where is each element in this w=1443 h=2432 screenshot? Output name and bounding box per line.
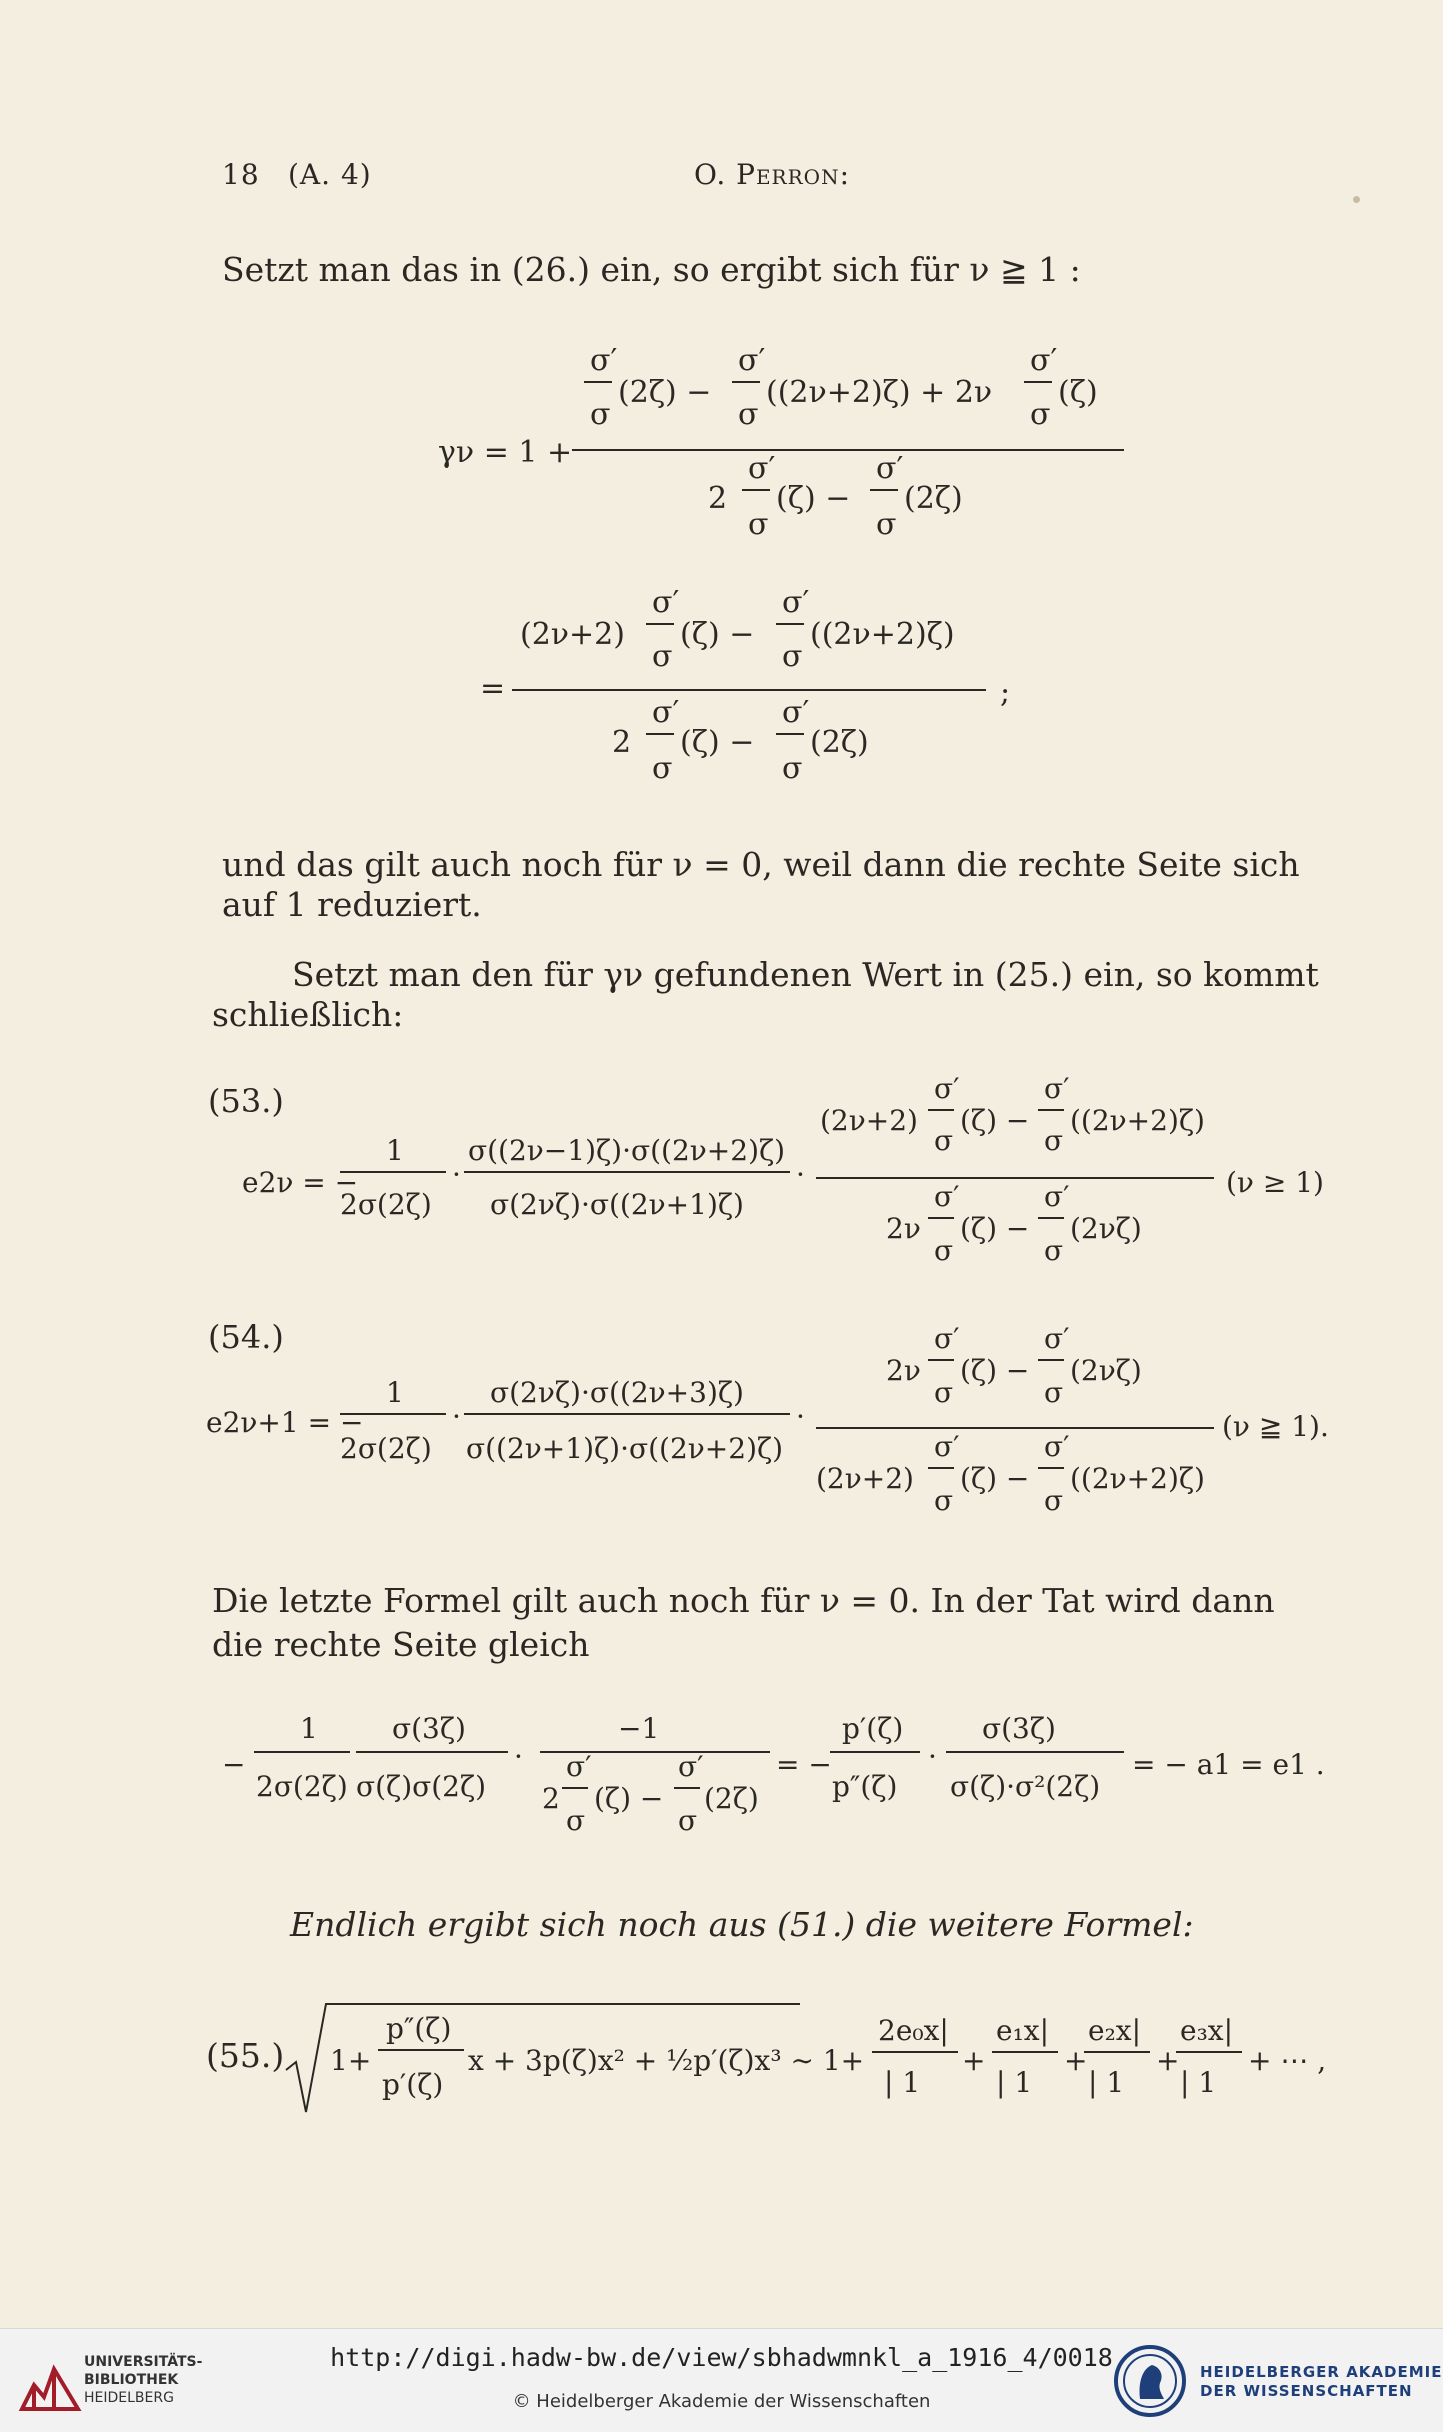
svg-text:σ: σ	[738, 397, 759, 432]
svg-text:σ′: σ′	[566, 1750, 592, 1783]
digital-url[interactable]: http://digi.hadw-bw.de/view/sbhadwmnkl_a_1916_4/0018	[330, 2343, 1113, 2372]
svg-text:1: 1	[386, 1134, 404, 1167]
svg-text:σ(3ζ): σ(3ζ)	[392, 1712, 466, 1745]
svg-text:σ′: σ′	[876, 451, 904, 486]
academy-name: HEIDELBERGER AKADEMIE DER WISSENSCHAFTEN	[1200, 2363, 1443, 2400]
svg-text:2: 2	[708, 481, 728, 516]
svg-text:(2νζ): (2νζ)	[1070, 1354, 1142, 1387]
svg-text:σ′: σ′	[934, 1322, 960, 1355]
svg-text:((2ν+2)ζ) + 2ν: ((2ν+2)ζ) + 2ν	[766, 375, 993, 410]
svg-text:p′(ζ): p′(ζ)	[382, 2068, 444, 2101]
copyright-line: © Heidelberger Akademie der Wissenschaften	[512, 2391, 931, 2412]
paragraph-4: Endlich ergibt sich noch aus (51.) die weitere Formel:	[290, 1905, 1194, 1944]
svg-text:(ζ) −: (ζ) −	[960, 1462, 1030, 1495]
svg-text:((2ν+2)ζ): ((2ν+2)ζ)	[1070, 1462, 1205, 1495]
digitization-footer	[0, 2328, 1443, 2432]
svg-text:(2ν+2): (2ν+2)	[816, 1462, 914, 1495]
svg-text:σ(ζ)·σ²(2ζ): σ(ζ)·σ²(2ζ)	[950, 1770, 1101, 1803]
svg-text:σ: σ	[1044, 1234, 1064, 1267]
svg-text:σ: σ	[782, 639, 803, 674]
svg-text:1: 1	[386, 1376, 404, 1409]
equation-54-label: (54.)	[208, 1318, 284, 1356]
svg-text:σ′: σ′	[782, 695, 810, 730]
e2v1-lhs: e2ν+1 = −	[206, 1406, 364, 1439]
svg-text:σ: σ	[782, 751, 803, 786]
svg-text:(ζ): (ζ)	[1058, 375, 1098, 410]
paragraph-1-line-2: auf 1 reduziert.	[222, 885, 482, 924]
svg-text:σ′: σ′	[590, 343, 618, 378]
svg-text:σ′: σ′	[678, 1750, 704, 1783]
svg-text:= −: = −	[776, 1748, 832, 1781]
svg-text:−1: −1	[618, 1712, 660, 1745]
svg-text:(ζ) −: (ζ) −	[960, 1212, 1030, 1245]
svg-text:σ: σ	[876, 507, 897, 542]
svg-text:σ: σ	[1044, 1376, 1064, 1409]
svg-text:σ′: σ′	[934, 1180, 960, 1213]
svg-text:2e₀x|: 2e₀x|	[878, 2014, 949, 2047]
svg-text:σ(2νζ)·σ((2ν+1)ζ): σ(2νζ)·σ((2ν+1)ζ)	[490, 1188, 744, 1221]
svg-text:+: +	[962, 2044, 986, 2077]
svg-text:σ′: σ′	[934, 1072, 960, 1105]
svg-text:p″(ζ): p″(ζ)	[386, 2012, 452, 2045]
svg-text:σ: σ	[1044, 1124, 1064, 1157]
svg-text:σ′: σ′	[1044, 1322, 1070, 1355]
svg-text:σ′: σ′	[782, 585, 810, 620]
svg-text:(ζ) −: (ζ) −	[776, 481, 851, 516]
svg-text:(2ν+2): (2ν+2)	[820, 1104, 918, 1137]
academy-seal-icon	[1112, 2343, 1188, 2419]
svg-text:σ′: σ′	[652, 585, 680, 620]
svg-text:σ: σ	[1030, 397, 1051, 432]
university-library-name: UNIVERSITÄTS- BIBLIOTHEK HEIDELBERG	[84, 2354, 203, 2406]
svg-text:(ζ) −: (ζ) −	[960, 1354, 1030, 1387]
e2v-lhs: e2ν = −	[242, 1166, 359, 1199]
svg-text:2: 2	[542, 1782, 560, 1815]
svg-text:σ((2ν−1)ζ)·σ((2ν+2)ζ): σ((2ν−1)ζ)·σ((2ν+2)ζ)	[468, 1134, 786, 1167]
svg-text:·: ·	[452, 1158, 461, 1191]
intro-paragraph: Setzt man das in (26.) ein, so ergibt sich für ν ≧ 1 :	[222, 250, 1081, 289]
svg-text:;: ;	[1000, 675, 1011, 710]
result-a1-e1: = − a1 = e1 .	[1132, 1748, 1325, 1781]
svg-text:σ: σ	[678, 1804, 698, 1837]
condition-53: (ν ≥ 1)	[1226, 1166, 1324, 1199]
svg-text:2: 2	[612, 725, 632, 760]
svg-text:σ′: σ′	[652, 695, 680, 730]
section-label: (A. 4)	[288, 158, 372, 191]
svg-text:(2ζ): (2ζ)	[704, 1782, 759, 1815]
svg-text:·: ·	[928, 1740, 937, 1773]
svg-text:2ν: 2ν	[886, 1354, 921, 1387]
svg-text:2σ(2ζ): 2σ(2ζ)	[340, 1188, 432, 1221]
svg-text:·: ·	[796, 1158, 805, 1191]
svg-text:p″(ζ): p″(ζ)	[832, 1770, 898, 1803]
paragraph-2-line-2: schließlich:	[212, 995, 404, 1034]
svg-text:x + 3p(ζ)x² + ½p′(ζ)x³ ∼ 1+: x + 3p(ζ)x² + ½p′(ζ)x³ ∼ 1+	[468, 2044, 865, 2077]
svg-text:(ζ) −: (ζ) −	[594, 1782, 664, 1815]
running-head-author: O. Perron:	[694, 158, 851, 191]
paragraph-3-line-2: die rechte Seite gleich	[212, 1625, 590, 1664]
svg-text:σ: σ	[934, 1484, 954, 1517]
svg-text:σ′: σ′	[934, 1430, 960, 1463]
paragraph-2-line-1: Setzt man den für γν gefundenen Wert in (25.) ein, so kommt	[292, 955, 1319, 994]
svg-text:σ(3ζ): σ(3ζ)	[982, 1712, 1056, 1745]
svg-text:2σ(2ζ): 2σ(2ζ)	[256, 1770, 348, 1803]
svg-text:+: +	[1064, 2044, 1088, 2077]
svg-text:e₂x|: e₂x|	[1088, 2014, 1142, 2047]
svg-text:·: ·	[514, 1740, 523, 1773]
svg-text:(ζ) −: (ζ) −	[680, 617, 755, 652]
svg-text:1: 1	[300, 1712, 318, 1745]
svg-text:σ: σ	[566, 1804, 586, 1837]
svg-text:(2νζ): (2νζ)	[1070, 1212, 1142, 1245]
svg-text:·: ·	[452, 1400, 461, 1433]
svg-text:| 1: | 1	[884, 2066, 921, 2099]
svg-text:σ(2νζ)·σ((2ν+3)ζ): σ(2νζ)·σ((2ν+3)ζ)	[490, 1376, 744, 1409]
svg-text:p′(ζ): p′(ζ)	[842, 1712, 904, 1745]
svg-text:σ: σ	[590, 397, 611, 432]
svg-text:σ: σ	[934, 1124, 954, 1157]
svg-text:+ ⋯ ,: + ⋯ ,	[1248, 2044, 1327, 2077]
svg-text:σ((2ν+1)ζ)·σ((2ν+2)ζ): σ((2ν+1)ζ)·σ((2ν+2)ζ)	[466, 1432, 784, 1465]
svg-text:σ: σ	[934, 1234, 954, 1267]
svg-text:=: =	[480, 671, 506, 706]
svg-text:σ′: σ′	[748, 451, 776, 486]
svg-text:((2ν+2)ζ): ((2ν+2)ζ)	[1070, 1104, 1205, 1137]
svg-text:((2ν+2)ζ): ((2ν+2)ζ)	[810, 617, 955, 652]
svg-text:+: +	[1156, 2044, 1180, 2077]
svg-text:e₁x|: e₁x|	[996, 2014, 1050, 2047]
svg-text:σ′: σ′	[1044, 1430, 1070, 1463]
equation-55-label: (55.)	[206, 2036, 285, 2075]
svg-text:(2ζ) −: (2ζ) −	[618, 375, 712, 410]
svg-text:σ′: σ′	[1044, 1180, 1070, 1213]
paragraph-1-line-1: und das gilt auch noch für ν = 0, weil dann die rechte Seite sich	[222, 845, 1300, 884]
page-number: 18	[222, 158, 260, 191]
svg-text:(ζ) −: (ζ) −	[680, 725, 755, 760]
svg-text:σ: σ	[652, 639, 673, 674]
svg-text:2ν: 2ν	[886, 1212, 921, 1245]
svg-text:σ: σ	[652, 751, 673, 786]
svg-text:| 1: | 1	[1088, 2066, 1125, 2099]
svg-text:(ζ) −: (ζ) −	[960, 1104, 1030, 1137]
paragraph-3-line-1: Die letzte Formel gilt auch noch für ν = 0. In der Tat wird dann	[212, 1581, 1275, 1620]
svg-text:2σ(2ζ): 2σ(2ζ)	[340, 1432, 432, 1465]
condition-54: (ν ≧ 1).	[1222, 1410, 1329, 1443]
svg-text:(2ζ): (2ζ)	[904, 481, 963, 516]
svg-text:(2ζ): (2ζ)	[810, 725, 869, 760]
svg-text:| 1: | 1	[996, 2066, 1033, 2099]
svg-text:σ′: σ′	[1030, 343, 1058, 378]
svg-text:σ: σ	[748, 507, 769, 542]
svg-text:| 1: | 1	[1180, 2066, 1217, 2099]
equation-53-label: (53.)	[208, 1082, 284, 1120]
gamma-lhs: γν = 1 +	[438, 435, 573, 470]
svg-text:(2ν+2): (2ν+2)	[520, 617, 625, 652]
svg-text:1+: 1+	[330, 2044, 372, 2077]
svg-text:σ′: σ′	[738, 343, 766, 378]
svg-text:σ′: σ′	[1044, 1072, 1070, 1105]
svg-text:σ: σ	[934, 1376, 954, 1409]
svg-text:−: −	[222, 1748, 246, 1781]
svg-text:·: ·	[796, 1400, 805, 1433]
svg-text:σ: σ	[1044, 1484, 1064, 1517]
svg-text:σ(ζ)σ(2ζ): σ(ζ)σ(2ζ)	[356, 1770, 487, 1803]
svg-text:e₃x|: e₃x|	[1180, 2014, 1234, 2047]
equation-55	[286, 2004, 1326, 2112]
